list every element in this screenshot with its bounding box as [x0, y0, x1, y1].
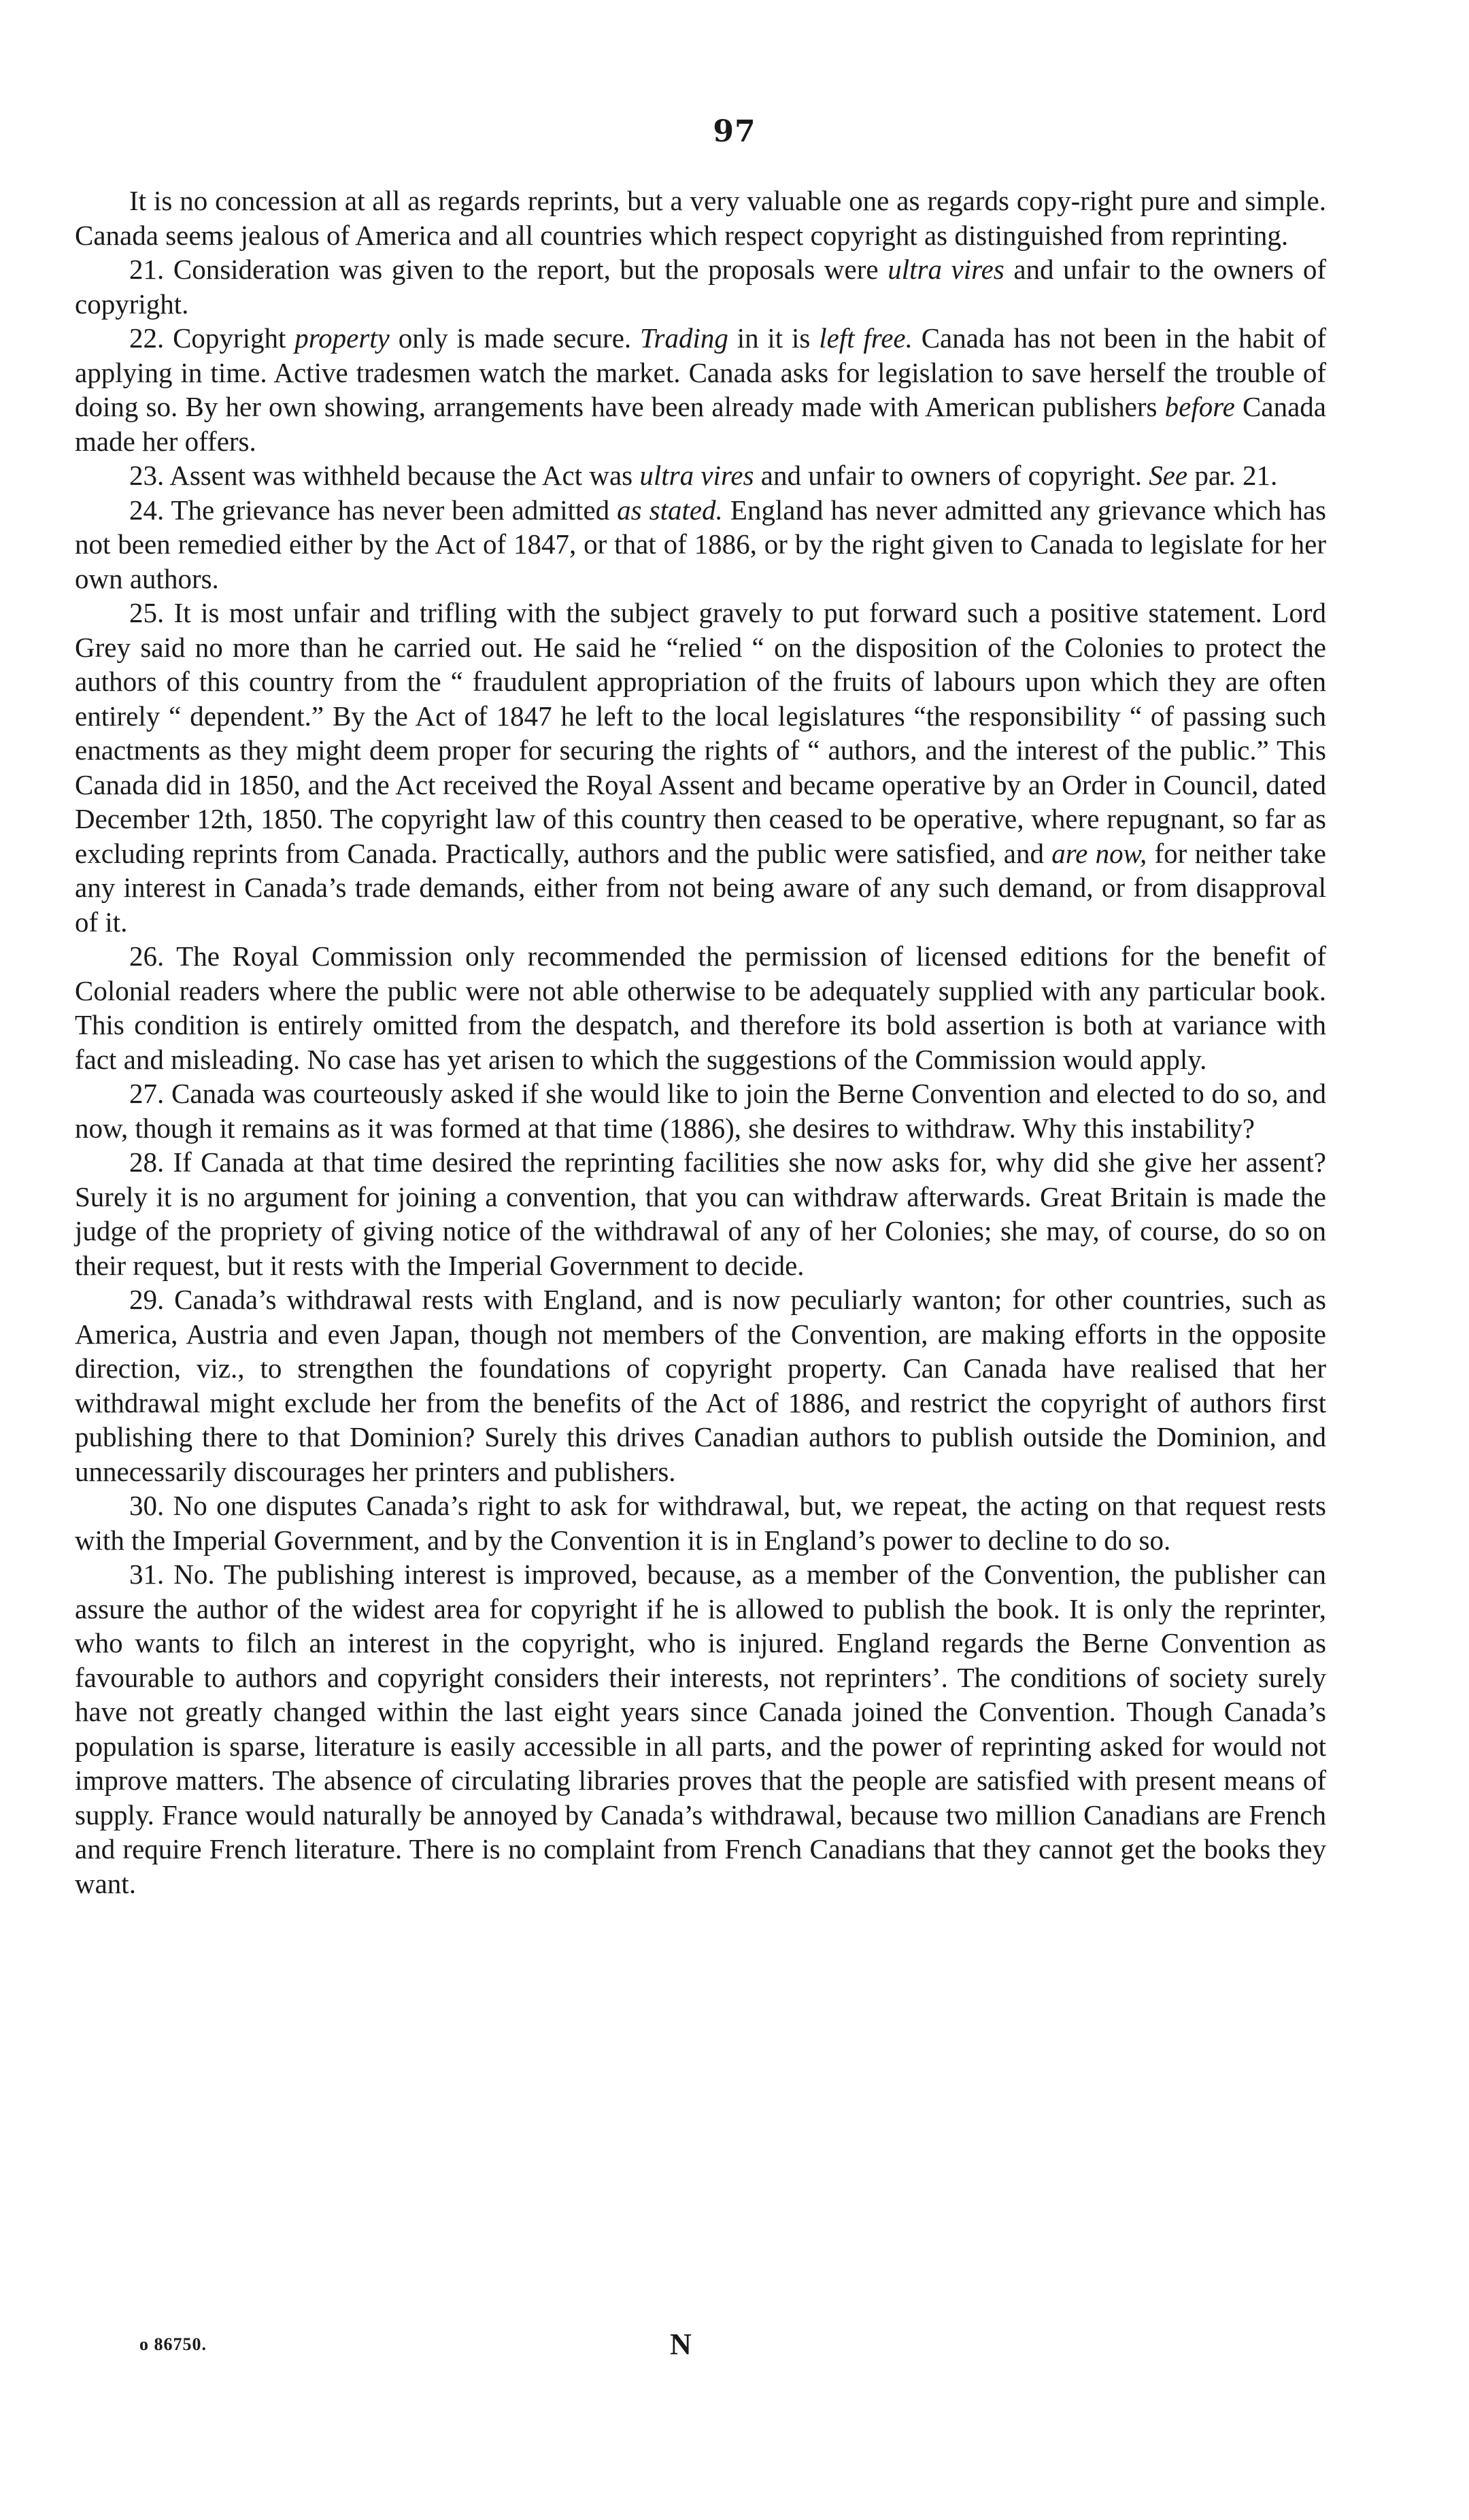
paragraph-text: par. 21.: [1187, 460, 1278, 491]
paragraph-text: in it is: [728, 322, 820, 354]
paragraph: [75, 1557, 1326, 1901]
paragraph-text: 31. No. The publishing interest is improved, because, as a member of the Convention, the publisher can assure the author of the widest area for copyright if he is allowed to publish the book. It is only the reprinter, who wants to filch an interest in the copyright, who is injured. England regards the Berne Convention as favourable to authors and copyright considers their interests, not reprinters’. The conditions of society surely have not greatly changed within the last eight years since Canada joined the Convention. Though Canada’s population is sparse, literature is easily accessible in all parts, and the power of reprinting asked for would not improve matters. The absence of circulating libraries proves that the people are satisfied with present means of supply. France would naturally be annoyed by Canada’s withdrawal, because two million Canadians are French and require French literature. There is no complaint from French Canadians that they cannot get the books they want.: [75, 1559, 1326, 1899]
italic-text: as stated.: [617, 494, 723, 526]
paragraph-text: only is made secure.: [389, 322, 640, 354]
italic-text: property: [294, 322, 390, 354]
italic-text: ultra vires: [639, 460, 754, 491]
italic-text: left free.: [819, 322, 913, 354]
paragraph-text: 25. It is most unfair and trifling with the subject gravely to put forward such a positive statement. Lord Grey said no more than he carried out. He said he “relied “ on the disposition of the Colonies to protect the authors of this country from the “ fraudulent appropriation of the fruits of labours upon which they are often entirely “ dependent.” By the Act of 1847 he left to the local legislatures “the responsibility “ of passing such enactments as they might deem proper for securing the rights of “ authors, and the interest of the public.” This Canada did in 1850, and the Act received the Royal Assent and became operative by an Order in Council, dated December 12th, 1850. The copyright law of this country then ceased to be operative, where repugnant, so far as excluding reprints from Canada. Practically, authors and the public were satisfied, and: [75, 597, 1326, 869]
paragraph-text: 30. No one disputes Canada’s right to ask for withdrawal, but, we repeat, the acting on that request rests with the Imperial Government, and by the Convention it is in England’s power to decline to do so.: [75, 1490, 1326, 1556]
italic-text: before: [1164, 391, 1235, 422]
paragraph-text: It is no concession at all as regards reprints, but a very valuable one as regards copy-right pure and simple. Canada seems jealous of America and all countries which respect copyright as distinguished from reprinting.: [75, 185, 1326, 251]
paragraph-text: Canada has not been in the habit of applying in time. Active tradesmen watch the market. Canada asks for legislation to save herself the trouble of doing so. By her own showing, arrangements have been already made with American publishers: [75, 322, 1326, 422]
paragraph-text: 21. Consideration was given to the report, but the proposals were: [129, 254, 888, 285]
paragraph: [75, 1145, 1326, 1282]
paragraph: [75, 184, 1326, 252]
paragraph-text: 27. Canada was courteously asked if she would like to join the Berne Convention and elected to do so, and now, though it remains as it was formed at that time (1886), she desires to withdraw. Why this instability?: [75, 1078, 1326, 1144]
paragraph-text: 29. Canada’s withdrawal rests with England, and is now peculiarly wanton; for other countries, such as America, Austria and even Japan, though not members of the Convention, are making efforts in the opposite direction, viz., to strengthen the foundations of copyright property. Can Canada have realised that her withdrawal might exclude her from the benefits of the Act of 1886, and restrict the copyright of authors first publishing there to that Dominion? Surely this drives Canadian authors to publish outside the Dominion, and unnecessarily discourages her printers and publishers.: [75, 1284, 1326, 1487]
paragraph: [75, 1282, 1326, 1488]
print-reference: o 86750.: [139, 2334, 207, 2354]
paragraph: [75, 939, 1326, 1076]
paragraph: [75, 1076, 1326, 1145]
paragraph-text: 24. The grievance has never been admitted: [129, 494, 618, 526]
paragraph-text: 22. Copyright: [129, 322, 295, 354]
paragraph: [75, 321, 1326, 458]
paragraph-text: 26. The Royal Commission only recommended the permission of licensed editions for the benefit of Colonial readers where the public were not able otherwise to be adequately supplied with any particular book. This condition is entirely omitted from the despatch, and therefore its bold assertion is both at variance with fact and misleading. No case has yet arisen to which the suggestions of the Commission would apply.: [75, 940, 1326, 1075]
italic-text: are now,: [1051, 837, 1147, 869]
italic-text: ultra vires: [888, 254, 1004, 285]
signature-mark: N: [670, 2328, 692, 2361]
paragraph-text: and unfair to owners of copyright.: [754, 460, 1149, 491]
page-number: 97: [713, 114, 756, 149]
italic-text: Trading: [639, 322, 728, 354]
italic-text: See: [1149, 460, 1188, 491]
body-text: [75, 184, 1326, 1901]
paragraph-text: England has never admitted any grievance which has not been remedied either by the Act of 1847, or that of 1886, or by the right given to Canada to legislate for her own authors.: [75, 494, 1326, 594]
paragraph-text: Canada made her offers.: [75, 391, 1326, 457]
paragraph: [75, 252, 1326, 321]
paragraph: [75, 493, 1326, 596]
paragraph-text: and unfair to the owners of copyright.: [75, 254, 1327, 320]
paragraph: [75, 596, 1326, 939]
paragraph-text: 23. Assent was withheld because the Act was: [129, 460, 640, 491]
paragraph: [75, 458, 1326, 493]
paragraph: [75, 1488, 1326, 1557]
paragraph-text: 28. If Canada at that time desired the reprinting facilities she now asks for, why did she give her assent? Surely it is no argument for joining a convention, that you can withdraw afterwards. Great Britain is made the judge of the propriety of giving notice of the withdrawal of any of her Colonies; she may, of course, do so on their request, but it rests with the Imperial Government to decide.: [75, 1146, 1326, 1281]
paragraph-text: for neither take any interest in Canada’s trade demands, either from not being aware of any such demand, or from disapproval of it.: [75, 837, 1326, 938]
